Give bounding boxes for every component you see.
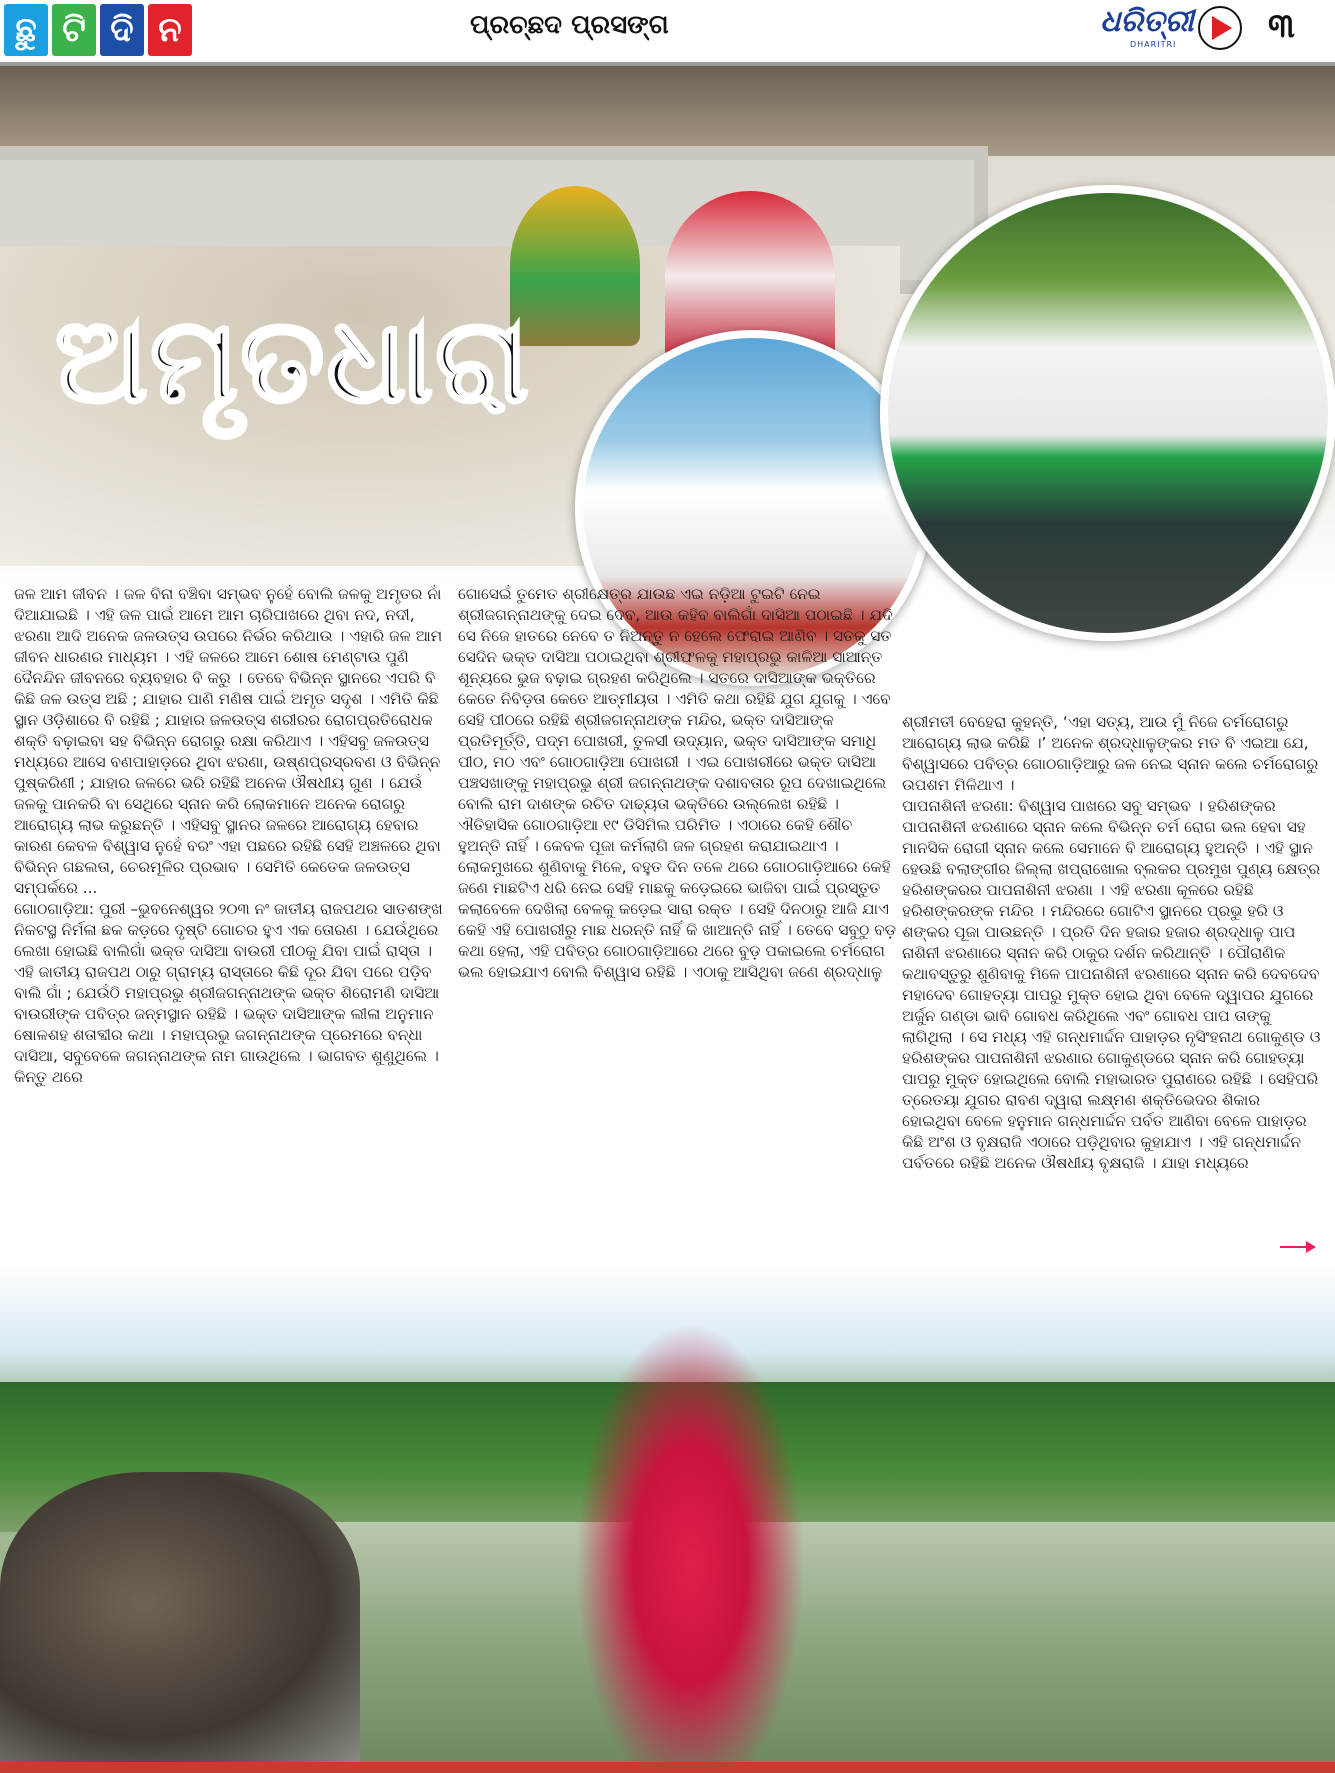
headline: ଅମୃତଧାରା <box>55 290 532 429</box>
photo-pond <box>330 1522 1335 1762</box>
section-gothagadia: ଗୋଠଗାଡ଼ିଆ: ପୁରୀ –ଭୁବନେଶ୍ୱର ୨୦୩ ନଂ ଜାତୀୟ ରାଜପଥର ସାତଶଙ୍ଖ ନିକଟସ୍ଥ ନିର୍ମଳା ଛକ କଡ଼ରେ ଦୃଷ୍ଟି ଗୋଚର ହୁଏ ଏକ ତୋରଣ । ଯେଉଁଥିରେ ଲେଖା ହୋଇଛି ବାଲିଗାଁ ଭକ୍ତ ଦାସିଆ ବାଉରୀ ପୀଠକୁ ଯିବା ପାଇଁ ରାସ୍ତା । ଏହି ଜାତୀୟ ରାଜପଥ ଠାରୁ ଗ୍ରାମ୍ୟ ରାସ୍ତାରେ କିଛି ଦୂର ଯିବା ପରେ ପଡ଼ିବ ବାଲି ଗାଁ ; ଯେଉଁଠି ମହାପ୍ରଭୁ ଶ୍ରୀଜଗନ୍ନାଥଙ୍କ ଭକ୍ତ ଶିରୋମଣି ଦାସିଆ ବାଉରୀଙ୍କ ପବିତ୍ର ଜନ୍ମସ୍ଥାନ ରହିଛି । ଭକ୍ତ ଦାସିଆଙ୍କ ଲୀଳା ଅନୁମାନ ଷୋଳଶହ ଶତାବ୍ଦୀର କଥା । ମହାପ୍ରଭୁ ଜଗନ୍ନାଥଙ୍କ ପ୍ରେମରେ ବନ୍ଧା ଦାସିଆ, ସବୁବେଳେ ଜଗନ୍ନାଥଙ୍କ ନାମ ଗାଉଥିଲେ । ଭାଗବତ ଶୁଣୁଥିଲେ । କିନ୍ତୁ ଥରେ <box>14 900 443 1086</box>
pond-landscape-photo <box>0 1262 1335 1762</box>
section-title: ପ୍ରଚ୍ଛଦ ପ୍ରସଙ୍ଗ <box>470 10 669 40</box>
brand-letter: ଛୁ <box>4 4 48 56</box>
brand-letter: ଟି <box>52 4 96 56</box>
masthead <box>0 0 1335 62</box>
page-number: ୩ <box>1268 6 1295 46</box>
brand-letter: ନ <box>148 4 192 56</box>
photo-carved-rock <box>0 1472 360 1762</box>
footer-bar <box>0 1762 1335 1773</box>
paper-name: ଧରିତ୍ରୀ <box>1100 4 1194 39</box>
section-papanashini: ପାପନାଶିନୀ ଝରଣା: ବିଶ୍ୱାସ ପାଖରେ ସବୁ ସମ୍ଭବ । ହରିଶଙ୍କର ପାପନାଶିନୀ ଝରଣାରେ ସ୍ନାନ କଲେ ବିଭିନ୍ନ ଚର୍ମ ରୋଗ ଭଲ ହେବା ସହ ମାନସିକ ରୋଗୀ ସ୍ନାନ କଲେ ସେମାନେ ବି ଆରୋଗ୍ୟ ହୁଅନ୍ତି । ଏହି ସ୍ଥାନ ହେଉଛି ବଲାଙ୍ଗୀର ଜିଲ୍ଲା ଖପ୍ରାଖୋଲ ବ୍ଲକର ପ୍ରମୁଖ ପୁଣ୍ୟ କ୍ଷେତ୍ର ହରିଶଙ୍କରର ପାପନାଶିନୀ ଝରଣା । ଏହି ଝରଣା କୂଳରେ ରହିଛି ହରିଶଙ୍କରଙ୍କ ମନ୍ଦିର । ମନ୍ଦିରରେ ଗୋଟିଏ ସ୍ଥାନରେ ପ୍ରଭୁ ହରି ଓ ଶଙ୍କର ପୂଜା ପାଉଛନ୍ତି । ପ୍ରତି ଦିନ ହଜାର ହଜାର ଶ୍ରଦ୍ଧାଳୁ ପାପ ନାଶିନୀ ଝରଣାରେ ସ୍ନାନ କରି ଠାକୁର ଦର୍ଶନ କରିଥାନ୍ତି । ପୌରାଣିକ କଥାବସ୍ତୁରୁ ଶୁଣିବାକୁ ମିଳେ ପାପନାଶିନୀ ଝରଣାରେ ସ୍ନାନ କରି ଦେବଦେବ ମହାଦେବ ଗୋହତ୍ୟା ପାପରୁ ମୁକ୍ତ ହୋଇ ଥିବା ବେଳେ ଦ୍ୱାପର ଯୁଗରେ ଅର୍ଜୁନ ଗଣ୍ଡା ଭାବି ଗୋବଧ କରିଥିଲେ ଏବଂ ଗୋବଧ ପାପ ତାଙ୍କୁ ଲାଗିଥିଲା । ସେ ମଧ୍ୟ ଏହି ଗନ୍ଧମାର୍ଦ୍ଦନ ପାହାଡ଼ର ନୃସିଂହନାଥ ଗୋକୁଣ୍ଡ ଓ ହରିଶଙ୍କର ପାପନାଶିନୀ ଝରଣାର ଗୋକୁଣ୍ଡରେ ସ୍ନାନ କରି ଗୋହତ୍ୟା ପାପରୁ ମୁକ୍ତ ହୋଇଥିଲେ ବୋଲି ମହାଭାରତ ପୁରାଣରେ ରହିଛି । ସେହିପରି ତ୍ରେତୟା ଯୁଗର ରାବଣ ଦ୍ୱାରା ଲକ୍ଷ୍ମଣ ଶକ୍ତିଭେଦର ଶିକାର ହୋଇଥିବା ବେଳେ ହନୁମାନ ଗନ୍ଧମାର୍ଦ୍ଦନ ପର୍ବତ ଆଣିବା ବେଳେ ପାହାଡ଼ର କିଛି ଅଂଶ ଓ ବୃକ୍ଷରାଜି ଏଠାରେ ପଡ଼ିଥିବାର କୁହାଯାଏ । ଏହି ଗନ୍ଧମାର୍ଦ୍ଦନ ପର୍ବତରେ ରହିଛି ଅନେକ ଔଷଧୀୟ ବୃକ୍ଷରାଜି । ଯାହା ମଧ୍ୟରେ <box>902 797 1321 1172</box>
article-column-2 <box>458 584 898 983</box>
photo-wall <box>0 66 1335 156</box>
paper-sub: DHARITRI <box>1130 40 1177 49</box>
paper-logo <box>1100 4 1194 56</box>
brand-letter: ଦି <box>100 4 144 56</box>
photo-red-flags <box>575 1322 805 1762</box>
continued-arrow-icon <box>1280 1246 1314 1248</box>
temple-pond-photo-circle <box>880 185 1335 641</box>
column-2-text: ଗୋସେଇଁ ତୁମେତ ଶ୍ରୀକ୍ଷେତ୍ର ଯାଉଛ ଏଇ ନଡ଼ିଆ ଟୁଇଟି ନେଇ ଶ୍ରୀଜଗନ୍ନାଥଙ୍କୁ ଦେଇ ଦେବ, ଆଉ କହିବ ବାଲିଗାଁ ଦାସିଆ ପଠାଇଛି । ଯଦି ସେ ନିଜେ ହାତରେ ନେବେ ତ ନିଅନ୍ତୁ ନ ହେଲେ ଫେରାଇ ଆଣିବ । ସତକୁ ସତ ସେଦିନ ଭକ୍ତ ଦାସିଆ ପଠାଇଥିବା ଶ୍ରୀଫଳକୁ ମହାପ୍ରଭୁ କାଳିଆ ସାଆନ୍ତ ଶୂନ୍ୟରେ ଭୁଜ ବଢ଼ାଇ ଗ୍ରହଣ କରିଥିଲେ । ସତରେ ଦାସିଆଙ୍କ ଭକ୍ତିରେ କେତେ ନିବିଡ଼ତା କେତେ ଆତ୍ମୀୟତା । ଏମିତି କଥା ରହିଛି ଯୁଗ ଯୁଗକୁ । ଏବେ ସେହି ପୀଠରେ ରହିଛି ଶ୍ରୀଜଗନ୍ନାଥଙ୍କ ମନ୍ଦିର, ଭକ୍ତ ଦାସିଆଙ୍କ ପ୍ରତିମୂର୍ତ୍ତି, ପଦ୍ମ ପୋଖରୀ, ତୁଳସୀ ଉଦ୍ୟାନ, ଭକ୍ତ ଦାସିଆଙ୍କ ସମାଧି ପୀଠ, ମଠ ଏବଂ ଗୋଠଗାଡ଼ିଆ ପୋଖରୀ । ଏଇ ପୋଖରୀରେ ଭକ୍ତ ଦାସିଆ ପଞ୍ଚସଖାଙ୍କୁ ମହାପ୍ରଭୁ ଶ୍ରୀ ଜଗନ୍ନାଥଙ୍କ ଦଶାବତାର ରୂପ ଦେଖାଇଥିଲେ ବୋଲି ରାମ ଦାଶଙ୍କ ରଚିତ ଦାଢ୍ୟତା ଭକ୍ତିରେ ଉଲ୍ଲେଖ ରହିଛି । ଐତିହାସିକ ଗୋଠଗାଡ଼ିଆ ୧୯ ଡିସିମିଲ ପରିମିତ । ଏଠାରେ କେହି ଶୌଚ ହୁଅନ୍ତି ନାହିଁ । କେବଳ ପୂଜା କର୍ମଲାଗି ଜଳ ଗ୍ରହଣ କରାଯାଇଥାଏ । ଲୋକମୁଖରେ ଶୁଣିବାକୁ ମିଳେ, ବହୁତ ଦିନ ତଳେ ଥରେ ଗୋଠଗାଡ଼ିଆରେ କେହି ଜଣେ ମାଛଟିଏ ଧରି ନେଇ ସେହି ମାଛକୁ କଡ଼େଇରେ ଭାଜିବା ପାଇଁ ପ୍ରସ୍ତୁତ କଲାବେଳେ ଦେଖିଲା ବେଳକୁ କଡ଼େଇ ସାରା ରକ୍ତ । ସେହି ଦିନଠାରୁ ଆଜି ଯାଏ କେହି ଏହି ପୋଖରୀରୁ ମାଛ ଧରନ୍ତି ନାହିଁ କି ଖାଆନ୍ତି ନାହିଁ । ତେବେ ସବୁଠୁ ବଡ଼ କଥା ହେଲା, ଏହି ପବିତ୍ର ଗୋଠଗାଡ଼ିଆରେ ଥରେ ବୁଡ଼ ପକାଇଲେ ଚର୍ମରୋଗ ଭଲ ହୋଇଯାଏ ବୋଲି ବିଶ୍ୱାସ ରହିଛି । ଏଠାକୁ ଆସିଥିବା ଜଣେ ଶ୍ରଦ୍ଧାଳୁ <box>458 585 897 981</box>
intro-paragraph: ଜଳ ଆମ ଜୀବନ । ଜଳ ବିନା ବଞ୍ଚିବା ସମ୍ଭବ ନୁହେଁ ବୋଲି ଜଳକୁ ଅମୃତର ନାଁ ଦିଆଯାଇଛି । ଏହି ଜଳ ପାଇଁ ଆମେ ଆମ ଚାରିପାଖରେ ଥିବା ନଦ, ନଦୀ, ଝରଣା ଆଦି ଅନେକ ଜଳଉତ୍ସ ଉପରେ ନିର୍ଭର କରିଥାଉ । ଏହାରି ଜଳ ଆମ ଜୀବନ ଧାରଣର ମାଧ୍ୟମ । ଏହି ଜଳରେ ଆମେ ଶୋଷ ମେଣ୍ଟାଉ ପୁଣି ଦୈନନ୍ଦିନ ଜୀବନରେ ବ୍ୟବହାର ବି କରୁ । ତେବେ ବିଭିନ୍ନ ସ୍ଥାନରେ ଏପରି ବି କିଛି ଜଳ ଉତ୍ସ ଅଛି ; ଯାହାର ପାଣି ମଣିଷ ପାଇଁ ଅମୃତ ସଦୃଶ । ଏମିତି କିଛି ସ୍ଥାନ ଓଡ଼ିଶାରେ ବି ରହିଛି ; ଯାହାର ଜଳଉତ୍ସ ଶରୀରର ରୋଗପ୍ରତିରୋଧକ ଶକ୍ତି ବଢ଼ାଇବା ସହ ବିଭିନ୍ନ ରୋଗରୁ ରକ୍ଷା କରିଥାଏ । ଏହିସବୁ ଜଳଉତ୍ସ ମଧ୍ୟରେ ଆସେ ବଣପାହାଡ଼ରେ ଥିବା ଝରଣା, ଉଷ୍ଣପ୍ରସ୍ରବଣ ଓ ବିଭିନ୍ନ ପୁଷ୍କରିଣୀ ; ଯାହାର ଜଳରେ ଭରି ରହିଛି ଅନେକ ଔଷଧୀୟ ଗୁଣ । ଯେଉଁ ଜଳକୁ ପାନକରି ବା ସେଥିରେ ସ୍ନାନ କରି ଲୋକମାନେ ଅନେକ ରୋଗରୁ ଆରୋଗ୍ୟ ଲାଭ କରୁଛନ୍ତି । ଏହିସବୁ ସ୍ଥାନର ଜଳରେ ଆରୋଗ୍ୟ ହେବାର କାରଣ କେବଳ ବିଶ୍ୱାସ ନୁହେଁ ବରଂ ଏହା ପଛରେ ରହିଛି ସେହି ଅଞ୍ଚଳରେ ଥିବା ବିଭିନ୍ନ ଗଛଲତା, ଚେରମୂଳିର ପ୍ରଭାବ । ସେମିତି କେତେକ ଜଳଉତ୍ସ ସମ୍ପର୍କରେ ... <box>14 585 443 897</box>
quote-paragraph: ଶ୍ରୀମତୀ ବେହେରା କୁହନ୍ତି, ‘ଏହା ସତ୍ୟ, ଆଉ ମୁଁ ନିଜେ ଚର୍ମରୋଗରୁ ଆରୋଗ୍ୟ ଲାଭ କରିଛି ।’ ଅନେକ ଶ୍ରଦ୍ଧାଳୁଙ୍କର ମତ ବି ଏଇଆ ଯେ, ବିଶ୍ୱାସରେ ପବିତ୍ର ଗୋଠଗାଡ଼ିଆରୁ ଜଳ ନେଇ ସ୍ନାନ କଲେ ଚର୍ମରୋଗରୁ ଉପଶମ ମିଳିଥାଏ । <box>902 713 1319 794</box>
article-column-1 <box>14 584 449 1088</box>
section-brand <box>4 4 192 56</box>
article-column-3 <box>902 712 1322 1174</box>
play-icon <box>1198 6 1242 50</box>
